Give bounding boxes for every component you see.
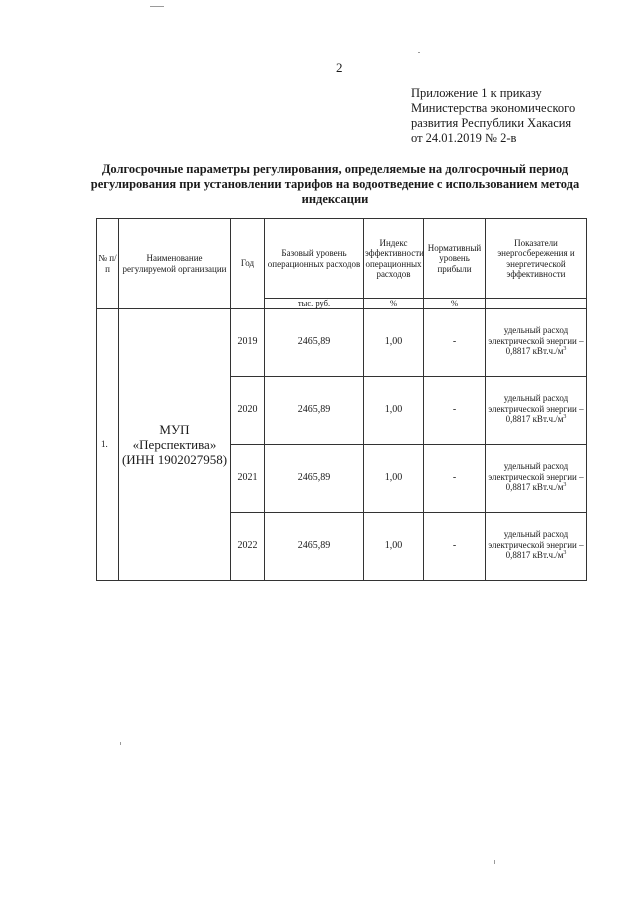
- energy-sup: 3: [563, 482, 567, 488]
- header-organization: Наименование регулируемой организации: [119, 219, 231, 309]
- header-num: № п/п: [97, 219, 119, 309]
- header-year: Год: [231, 219, 265, 309]
- energy-cell: [486, 309, 587, 377]
- year-cell: 2019: [231, 309, 265, 377]
- organization-name: МУП «Перспектива» (ИНН 1902027958): [119, 309, 231, 581]
- profit-cell: -: [424, 309, 486, 377]
- year-cell: 2021: [231, 445, 265, 513]
- scan-speck: [494, 860, 495, 864]
- table-row: [97, 309, 587, 377]
- annex-header: [411, 86, 575, 146]
- energy-text: удельный расход электрической энергии – 0,8817 кВт.ч./м: [488, 393, 584, 424]
- annex-line: Приложение 1 к приказу: [411, 86, 542, 100]
- row-number: 1.: [97, 309, 119, 581]
- index-cell: 1,00: [364, 445, 424, 513]
- header-profit: Нормативный уровень прибыли: [424, 219, 486, 299]
- profit-cell: -: [424, 513, 486, 581]
- parameters-table: [96, 218, 587, 581]
- index-cell: 1,00: [364, 377, 424, 445]
- energy-cell: [486, 513, 587, 581]
- annex-line: от 24.01.2019 № 2-в: [411, 131, 517, 145]
- base-costs-cell: 2465,89: [265, 513, 364, 581]
- index-cell: 1,00: [364, 513, 424, 581]
- energy-text: удельный расход электрической энергии – 0,8817 кВт.ч./м: [488, 325, 584, 356]
- header-efficiency-index: Индекс эффективности операционных расходов: [364, 219, 424, 299]
- unit-index: %: [364, 299, 424, 309]
- annex-line: развития Республики Хакасия: [411, 116, 572, 130]
- base-costs-cell: 2465,89: [265, 309, 364, 377]
- base-costs-cell: 2465,89: [265, 445, 364, 513]
- table-header-row: [97, 219, 587, 299]
- energy-text: удельный расход электрической энергии – 0,8817 кВт.ч./м: [488, 461, 584, 492]
- scan-speck: [150, 6, 164, 7]
- annex-line: Министерства экономического: [411, 101, 576, 115]
- profit-cell: -: [424, 377, 486, 445]
- energy-sup: 3: [563, 414, 567, 420]
- profit-cell: -: [424, 445, 486, 513]
- base-costs-cell: 2465,89: [265, 377, 364, 445]
- scan-speck: [120, 742, 121, 745]
- year-cell: 2020: [231, 377, 265, 445]
- scan-speck: [418, 52, 420, 53]
- energy-sup: 3: [563, 346, 567, 352]
- page-number: 2: [336, 60, 343, 75]
- header-energy: Показатели энергосбережения и энергетической эффективности: [486, 219, 587, 299]
- year-cell: 2022: [231, 513, 265, 581]
- energy-text: удельный расход электрической энергии – 0,8817 кВт.ч./м: [488, 529, 584, 560]
- header-base-costs: Базовый уровень операционных расходов: [265, 219, 364, 299]
- unit-base: тыс. руб.: [265, 299, 364, 309]
- energy-sup: 3: [563, 550, 567, 556]
- unit-energy: [486, 299, 587, 309]
- document-title: Долгосрочные параметры регулирования, определяемые на долгосрочный период регулирования при установлении тарифов на водоотведение с использованием метода индексации: [90, 162, 580, 206]
- energy-cell: [486, 377, 587, 445]
- energy-cell: [486, 445, 587, 513]
- unit-profit: %: [424, 299, 486, 309]
- index-cell: 1,00: [364, 309, 424, 377]
